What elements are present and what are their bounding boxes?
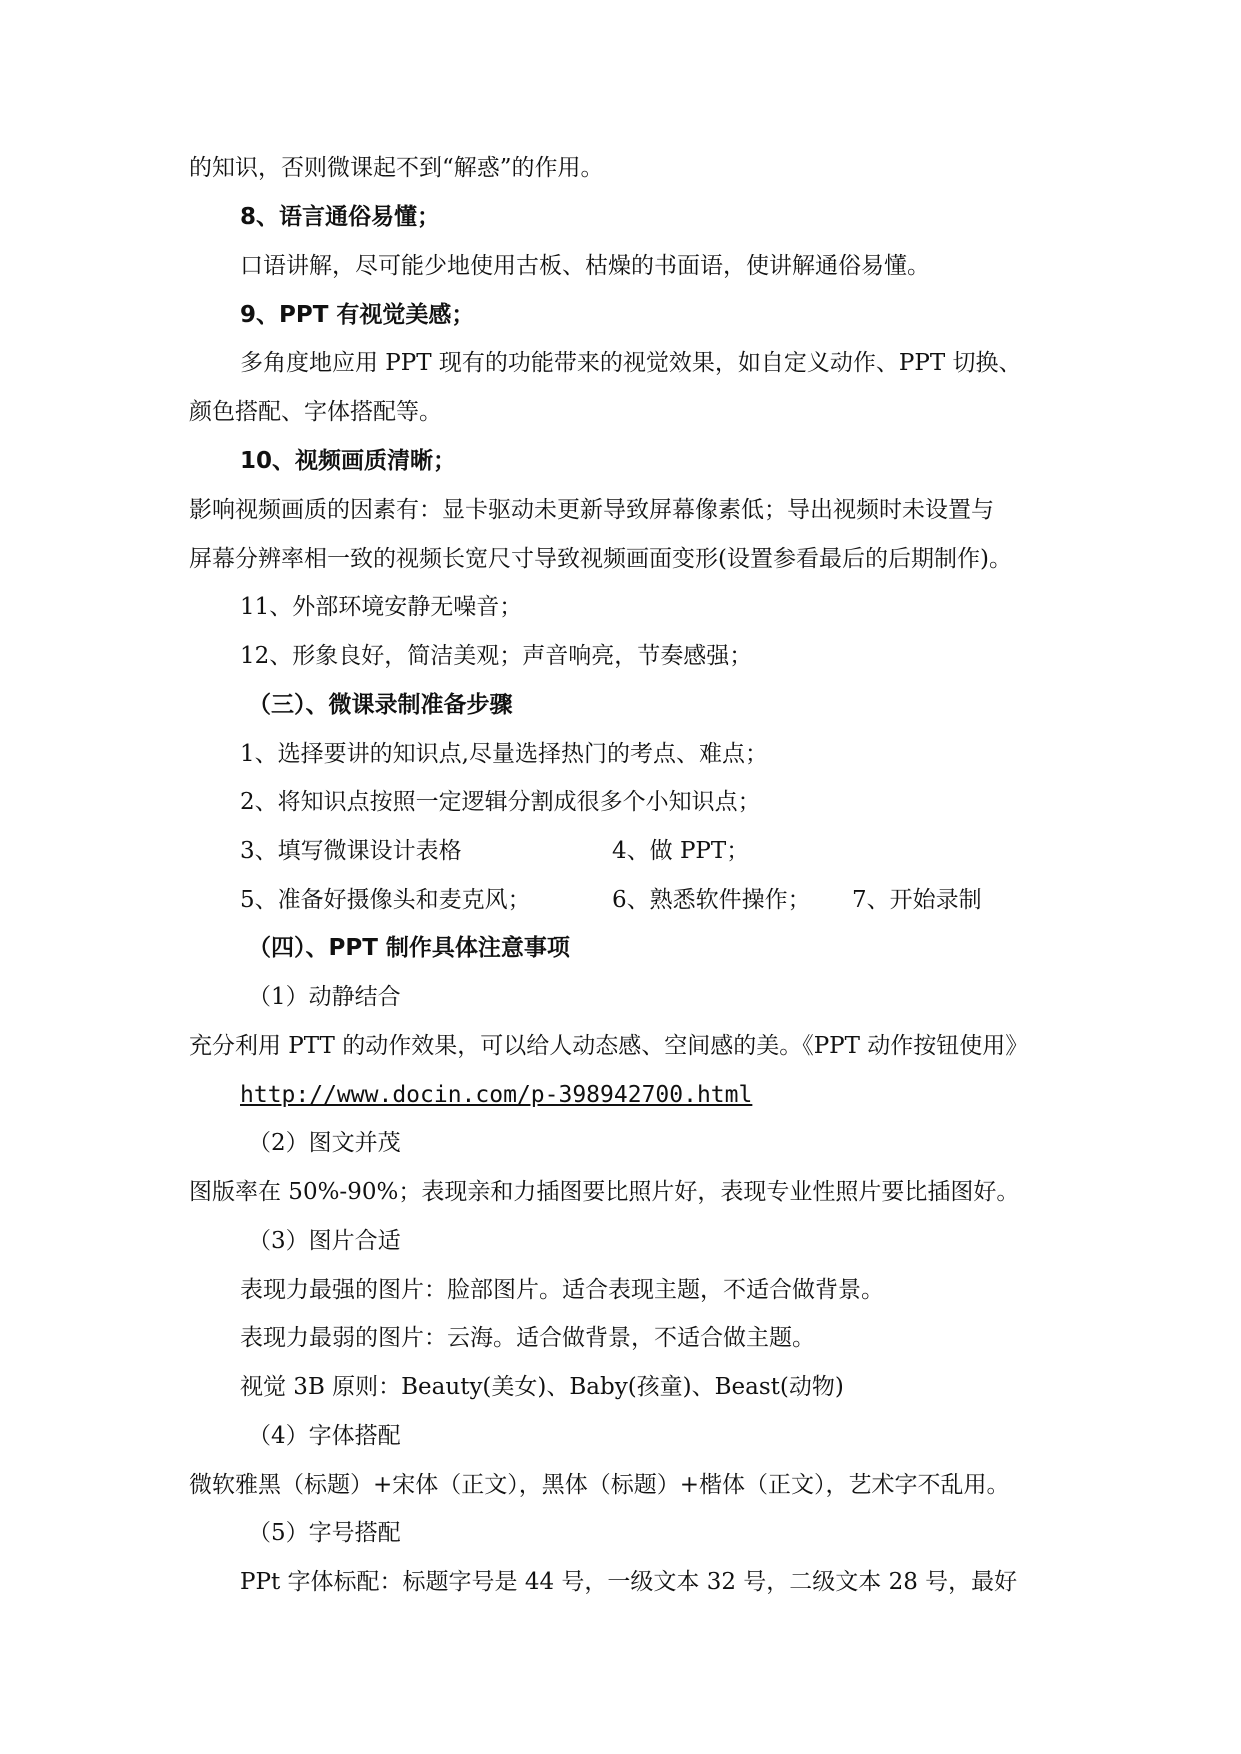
step-2: 2、将知识点按照一定逻辑分割成很多个小知识点；	[240, 789, 761, 815]
step-7: 7、开始录制	[852, 887, 982, 913]
item-heading-8: 8、语言通俗易懂；	[240, 204, 441, 230]
step-3: 3、填写微课设计表格	[240, 838, 462, 864]
item-12: 12、形象良好，简洁美观；声音响亮，节奏感强；	[240, 643, 753, 669]
section-heading-4: （四）、PPT 制作具体注意事项	[248, 935, 570, 961]
step-4: 4、做 PPT；	[612, 838, 750, 864]
step-1: 1、选择要讲的知识点,尽量选择热门的考点、难点；	[240, 741, 768, 767]
section-heading-3: （三）、微课录制准备步骤	[248, 692, 513, 718]
paragraph-line: PPt 字体标配：标题字号是 44 号，一级文本 32 号，二级文本 28 号，最好	[240, 1569, 1018, 1595]
paragraph-line: 表现力最弱的图片：云海。适合做背景，不适合做主题。	[240, 1325, 815, 1351]
paragraph-line: 的知识，否则微课起不到“解惑”的作用。	[189, 155, 604, 181]
reference-link[interactable]: http://www.docin.com/p-398942700.html	[240, 1082, 753, 1108]
paragraph-line: 微软雅黑（标题）+宋体（正文），黑体（标题）+楷体（正文），艺术字不乱用。	[189, 1472, 1010, 1498]
step-6: 6、熟悉软件操作；	[612, 887, 811, 913]
paragraph-line: 屏幕分辨率相一致的视频长宽尺寸导致视频画面变形(设置参看最后的后期制作)。	[189, 546, 1012, 572]
paragraph-line: 颜色搭配、字体搭配等。	[189, 399, 442, 425]
paragraph-line: 多角度地应用 PPT 现有的功能带来的视觉效果，如自定义动作、PPT 切换、	[240, 350, 1022, 376]
subheading-3: （3）图片合适	[248, 1228, 401, 1254]
paragraph-line: 充分利用 PTT 的动作效果，可以给人动态感、空间感的美。《PPT 动作按钮使用》	[189, 1033, 1029, 1059]
paragraph-line: 表现力最强的图片：脸部图片。适合表现主题，不适合做背景。	[240, 1277, 884, 1303]
item-heading-9: 9、PPT 有视觉美感；	[240, 302, 475, 328]
paragraph-line: 图版率在 50%-90%；表现亲和力插图要比照片好，表现专业性照片要比插图好。	[189, 1179, 1020, 1205]
subheading-2: （2）图文并茂	[248, 1130, 401, 1156]
subheading-4: （4）字体搭配	[248, 1423, 401, 1449]
item-heading-10: 10、视频画质清晰；	[240, 448, 457, 474]
subheading-1: （1）动静结合	[248, 984, 401, 1010]
paragraph-line: 视觉 3B 原则：Beauty(美女)、Baby(孩童)、Beast(动物)	[240, 1374, 844, 1400]
paragraph-line: 影响视频画质的因素有：显卡驱动未更新导致屏幕像素低；导出视频时未设置与	[189, 497, 994, 523]
item-11: 11、外部环境安静无噪音；	[240, 594, 523, 620]
step-5: 5、准备好摄像头和麦克风；	[240, 887, 531, 913]
subheading-5: （5）字号搭配	[248, 1520, 401, 1546]
paragraph-line: 口语讲解，尽可能少地使用古板、枯燥的书面语，使讲解通俗易懂。	[240, 253, 930, 279]
